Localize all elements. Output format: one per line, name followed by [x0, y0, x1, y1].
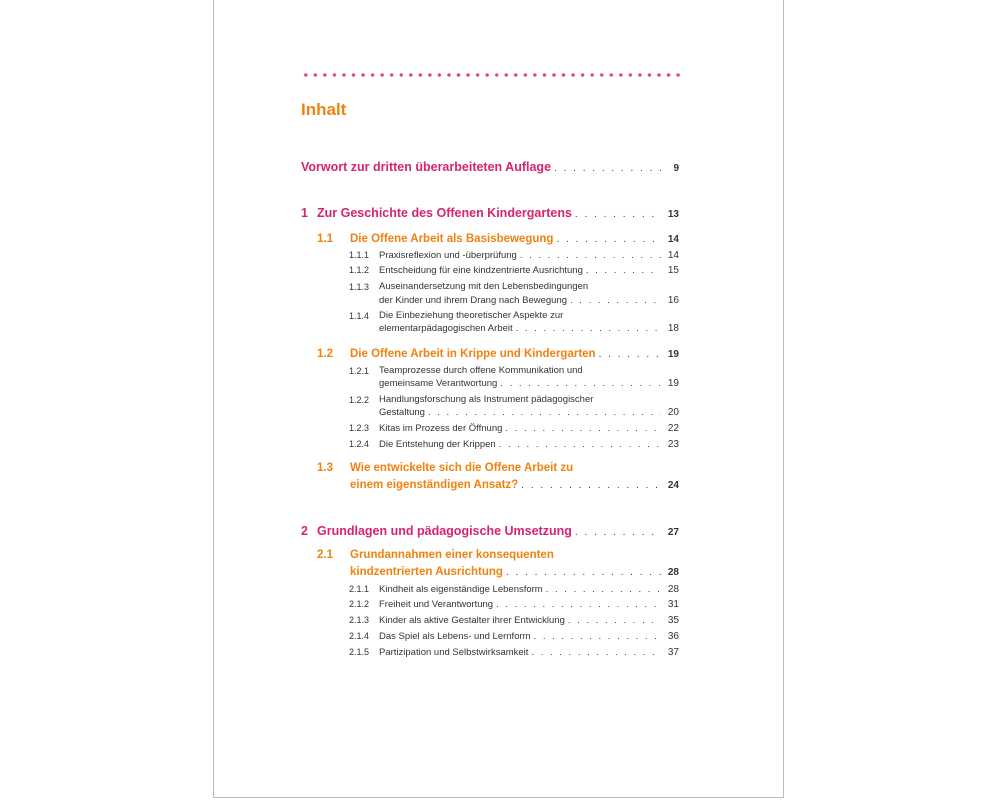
dot-leader	[506, 567, 661, 578]
page-number: 15	[667, 265, 679, 276]
toc-entry-preface[interactable]	[301, 160, 679, 174]
entry-label: Entscheidung für eine kindzentrierte Ausrichtung	[379, 265, 583, 276]
entry-label-line1: Grundannahmen einer konsequenten	[350, 549, 554, 561]
entry-number: 1.1.2	[349, 265, 370, 275]
toc-entry-2-1-4[interactable]	[349, 631, 679, 642]
entry-label: Die Offene Arbeit in Krippe und Kindergarten	[350, 348, 596, 360]
page-number: 28	[667, 584, 679, 595]
dot-leader	[428, 407, 661, 418]
entry-label-line1: Die Einbeziehung theoretischer Aspekte zur	[379, 310, 564, 321]
page-number: 37	[667, 647, 679, 658]
page-number: 13	[667, 209, 679, 220]
toc-entry-1-1-4[interactable]	[379, 323, 679, 334]
toc-entry-1-2-3[interactable]	[349, 423, 679, 434]
entry-label: Die Entstehung der Krippen	[379, 439, 496, 450]
page-number: 14	[667, 234, 679, 245]
entry-number: 2.1.3	[349, 615, 370, 625]
entry-number: 1.2.2	[349, 395, 370, 405]
entry-label: Praxisreflexion und -überprüfung	[379, 250, 517, 261]
entry-label: Zur Geschichte des Offenen Kindergartens	[317, 206, 572, 220]
dot-leader	[586, 265, 661, 276]
entry-label: Kitas im Prozess der Öffnung	[379, 423, 503, 434]
entry-number: 1.2.1	[349, 366, 370, 376]
entry-number: 1.1.1	[349, 250, 370, 260]
toc-entry-1-1[interactable]	[317, 233, 679, 245]
page-number: 35	[667, 615, 679, 626]
entry-label: der Kinder und ihrem Drang nach Bewegung	[379, 295, 568, 306]
entry-label: Vorwort zur dritten überarbeiteten Auflage	[301, 160, 552, 174]
entry-number: 2.1.5	[349, 647, 370, 657]
entry-number: 1.2	[317, 348, 333, 360]
dot-leader	[534, 631, 661, 642]
entry-label-line1: Auseinandersetzung mit den Lebensbedingungen	[379, 281, 589, 292]
dotted-rule	[301, 73, 683, 77]
toc-entry-2-1-1[interactable]	[349, 584, 679, 595]
dot-leader	[575, 527, 661, 538]
dot-leader	[520, 250, 661, 261]
toc-entry-2-1-2[interactable]	[349, 599, 679, 610]
dot-leader	[575, 209, 661, 220]
entry-number: 1	[301, 206, 308, 220]
page-number: 24	[667, 480, 679, 491]
entry-label: Die Offene Arbeit als Basisbewegung	[350, 233, 554, 245]
page-number: 16	[667, 295, 679, 306]
entry-label: Das Spiel als Lebens- und Lernform	[379, 631, 531, 642]
toc-entry-1-2[interactable]	[317, 348, 679, 360]
page-number: 23	[667, 439, 679, 450]
page-number: 14	[667, 250, 679, 261]
entry-label: Partizipation und Selbstwirksamkeit	[379, 647, 529, 658]
dot-leader	[516, 323, 661, 334]
entry-label: gemeinsame Verantwortung	[379, 378, 498, 389]
dot-leader	[556, 234, 661, 245]
entry-label: Kindheit als eigenständige Lebensform	[379, 584, 543, 595]
entry-label: einem eigenständigen Ansatz?	[350, 479, 519, 491]
entry-label: Freiheit und Verantwortung	[379, 599, 494, 610]
toc-title: Inhalt	[301, 100, 347, 119]
toc-entry-1-2-1[interactable]	[379, 378, 679, 389]
toc-entry-chapter-2[interactable]	[301, 524, 679, 538]
page-number: 31	[667, 599, 679, 610]
dot-leader	[521, 480, 661, 491]
dot-leader	[500, 378, 661, 389]
toc-entry-1-1-3[interactable]	[379, 295, 679, 306]
entry-label: Kinder als aktive Gestalter ihrer Entwicklung	[379, 615, 565, 626]
dot-leader	[546, 584, 661, 595]
dot-leader	[554, 163, 661, 174]
toc-entry-2-1-line1	[317, 549, 554, 561]
entry-number: 1.2.3	[349, 423, 370, 433]
entry-number: 2.1.4	[349, 631, 370, 641]
page-number: 19	[667, 378, 679, 389]
toc-entry-2-1-5[interactable]	[349, 647, 679, 658]
toc-entry-1-1-1[interactable]	[349, 250, 679, 261]
entry-label: elementarpädagogischen Arbeit	[379, 323, 513, 334]
page-number: 9	[673, 163, 679, 174]
toc-entry-1-1-2[interactable]	[349, 265, 679, 276]
page-number: 18	[667, 323, 679, 334]
toc-entry-chapter-1[interactable]	[301, 206, 679, 220]
entry-number: 1.1.3	[349, 282, 370, 292]
entry-number: 1.1.4	[349, 311, 370, 321]
page-number: 28	[667, 567, 679, 578]
entry-label: kindzentrierten Ausrichtung	[350, 566, 503, 578]
entry-number: 1.3	[317, 462, 333, 474]
page-number: 19	[667, 349, 679, 360]
toc-entry-1-2-4[interactable]	[349, 439, 679, 450]
dot-leader	[570, 295, 661, 306]
entry-number: 1.2.4	[349, 439, 370, 449]
entry-number: 2.1	[317, 549, 333, 561]
dot-leader	[505, 423, 661, 434]
entry-label: Gestaltung	[379, 407, 425, 418]
entry-label-line1: Handlungsforschung als Instrument pädagogischer	[379, 394, 594, 405]
entry-number: 1.1	[317, 233, 333, 245]
dot-leader	[599, 349, 661, 360]
dot-leader	[496, 599, 661, 610]
page-number: 36	[667, 631, 679, 642]
dot-leader	[568, 615, 661, 626]
toc-entry-1-3[interactable]	[350, 479, 679, 491]
entry-label-line1: Teamprozesse durch offene Kommunikation und	[379, 365, 583, 376]
entry-number: 2.1.2	[349, 599, 370, 609]
page-number: 27	[667, 527, 679, 538]
page-number: 22	[667, 423, 679, 434]
dot-leader	[499, 439, 661, 450]
entry-number: 2	[301, 524, 308, 538]
toc-entry-2-1[interactable]	[350, 566, 679, 578]
entry-number: 2.1.1	[349, 584, 370, 594]
toc-entry-2-1-3[interactable]	[349, 615, 679, 626]
toc-entry-1-2-2[interactable]	[379, 407, 679, 418]
entry-label: Grundlagen und pädagogische Umsetzung	[317, 524, 572, 538]
toc-entry-1-3-line1	[317, 462, 573, 474]
page-number: 20	[667, 407, 679, 418]
entry-label-line1: Wie entwickelte sich die Offene Arbeit zu	[350, 462, 574, 474]
dot-leader	[531, 647, 661, 658]
